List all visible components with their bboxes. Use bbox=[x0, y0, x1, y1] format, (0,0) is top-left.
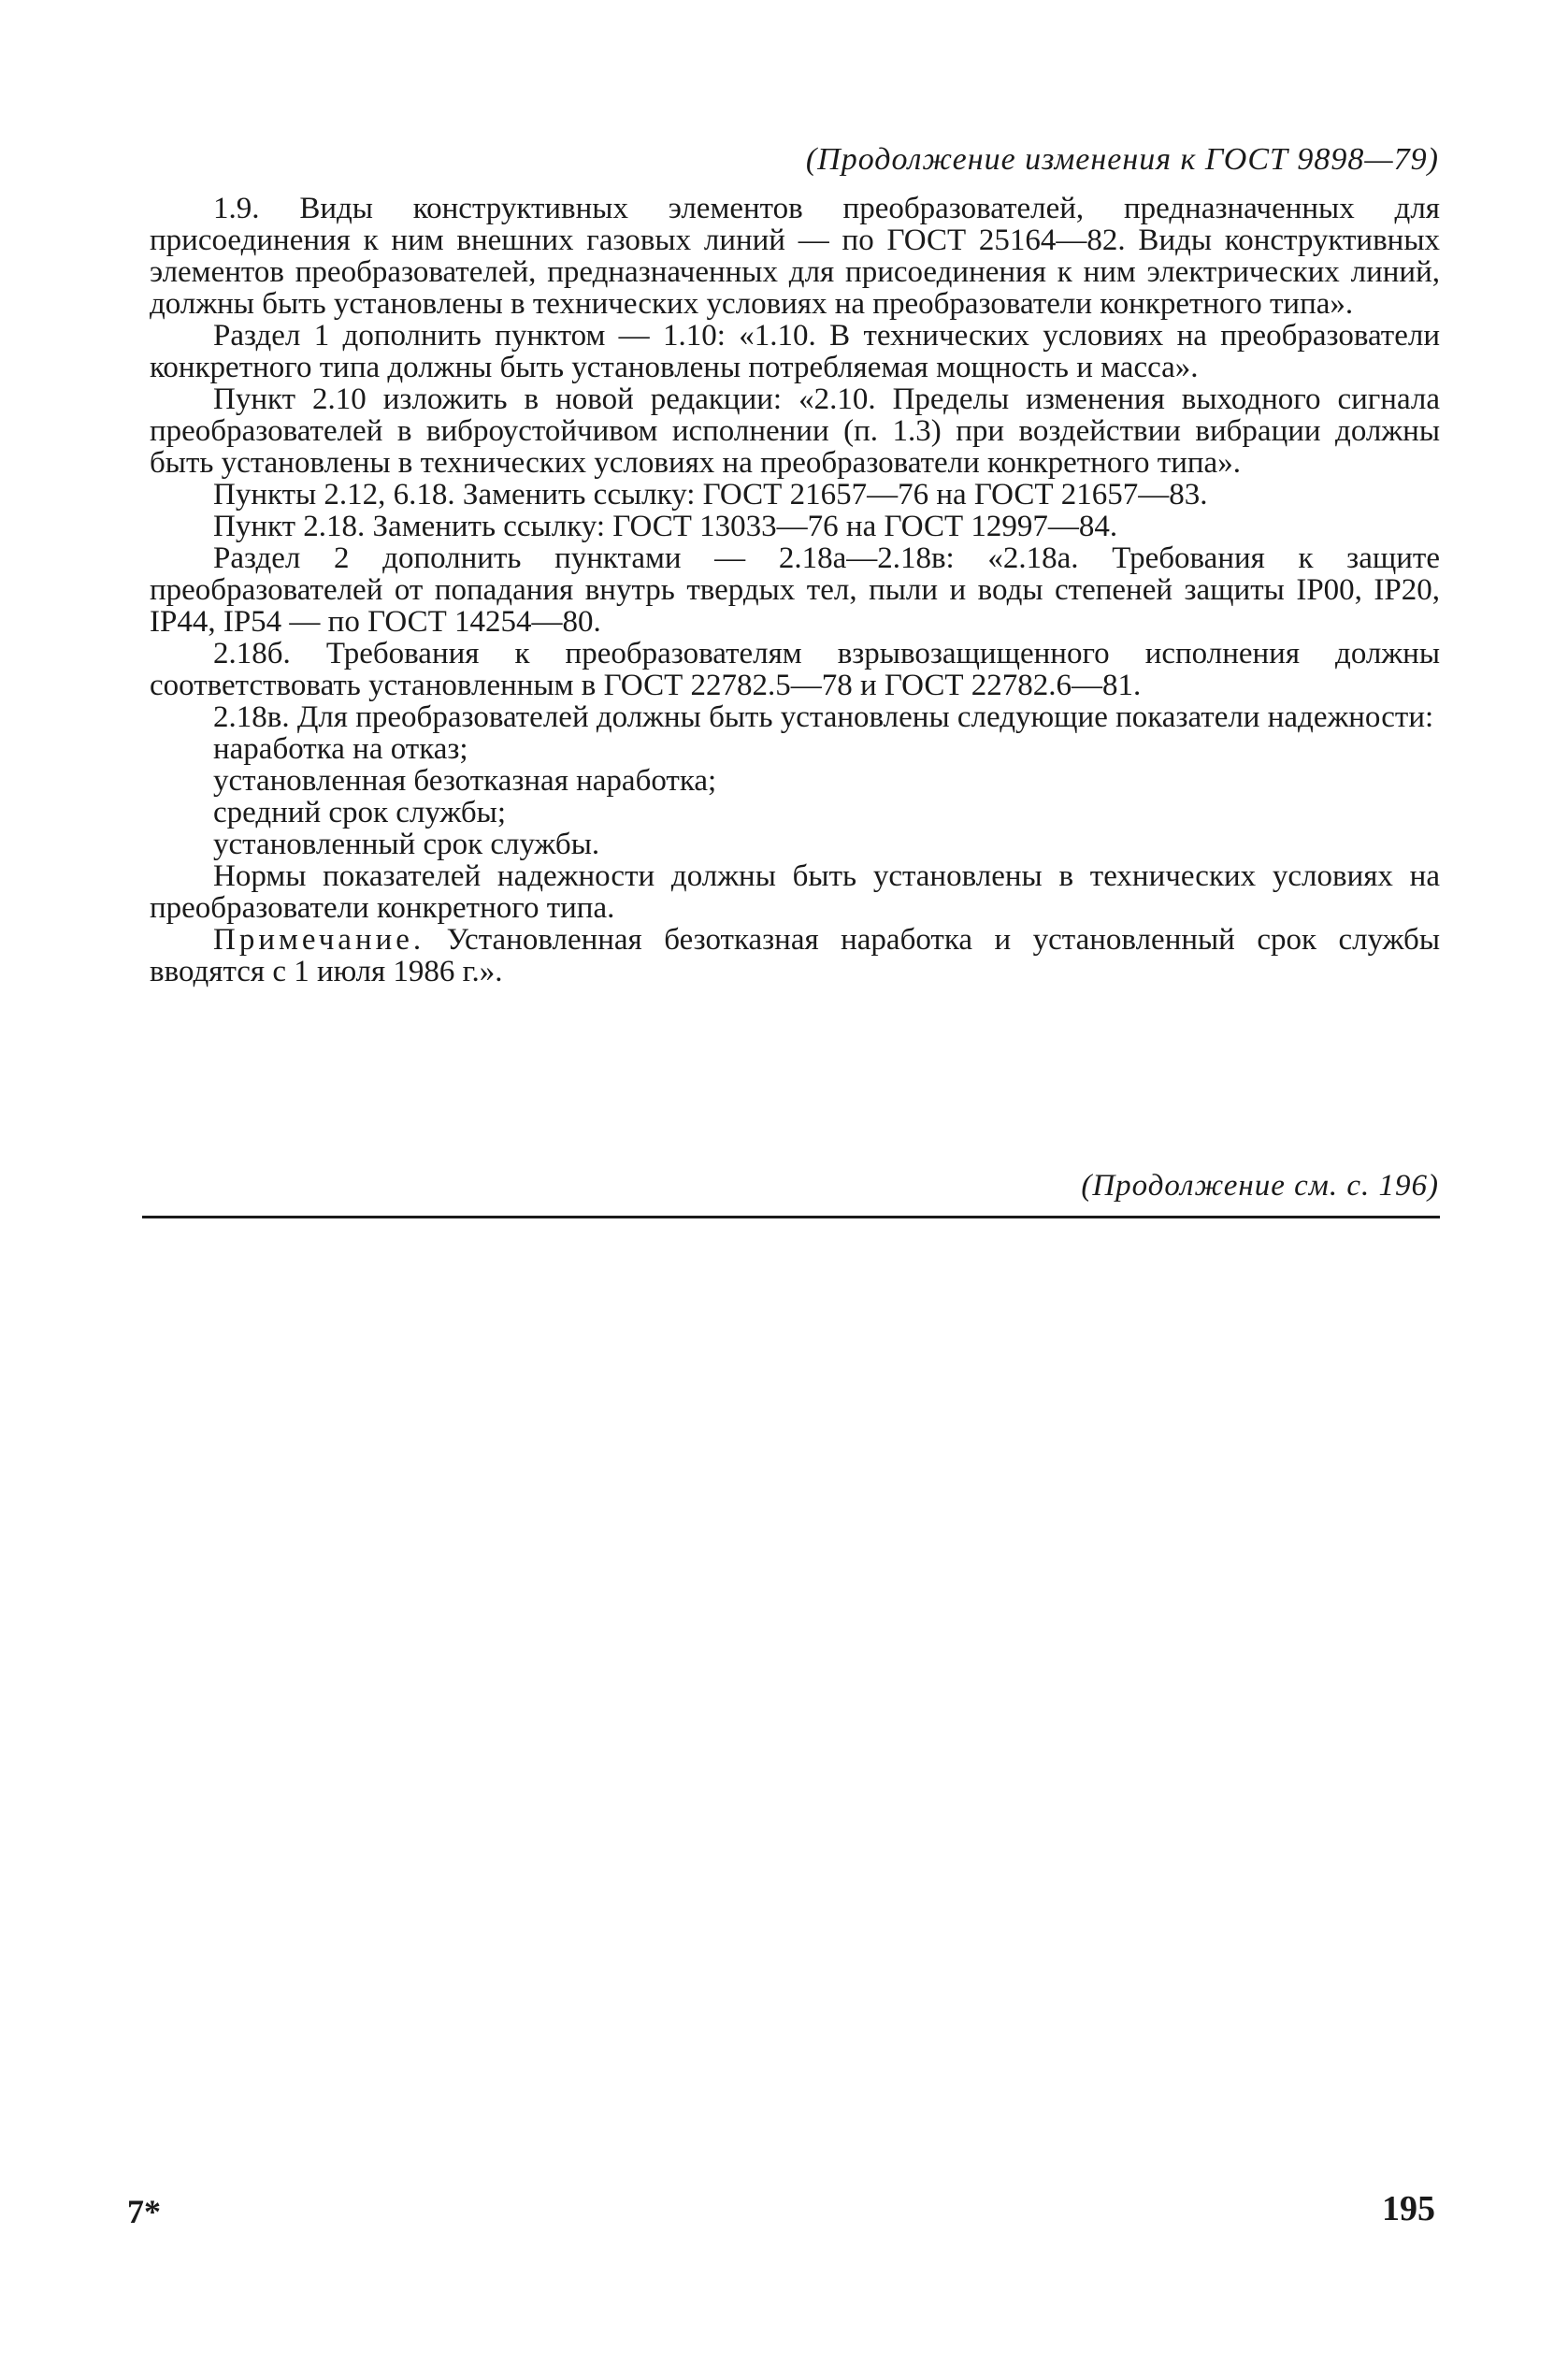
note-paragraph bbox=[150, 924, 1440, 987]
note-text: Установленная безотказная наработка и установленный срок службы вводятся с 1 июля 1986 г.». bbox=[150, 923, 1440, 988]
paragraph-2-12: Пункты 2.12, 6.18. Заменить ссылку: ГОСТ 21657—76 на ГОСТ 21657—83. bbox=[213, 478, 1208, 512]
horizontal-rule bbox=[142, 1216, 1440, 1218]
page-number: 195 bbox=[1382, 2189, 1435, 2228]
sheet-mark: 7* bbox=[127, 2193, 161, 2230]
paragraph-1-9: 1.9. Виды конструктивных элементов преобразователей, предназначенных для присоединения к ним внешних газовых линий — по ГОСТ 25164—82. Виды конструктивных элементов преобразователей, предназначенных для присоединения к ним электрических линий, должны быть установлены в технических условиях на преобразователи конкретного типа». bbox=[150, 192, 1440, 321]
list-item: установленная безотказная наработка; bbox=[213, 764, 717, 798]
paragraph-norms: Нормы показателей надежности должны быть установлены в технических условиях на преобразователи конкретного типа. bbox=[150, 859, 1440, 925]
paragraph-2-18: Пункт 2.18. Заменить ссылку: ГОСТ 13033—76 на ГОСТ 12997—84. bbox=[213, 510, 1118, 543]
continuation-footer: (Продолжение см. с. 196) bbox=[1081, 1169, 1439, 1203]
paragraph-section-2: Раздел 2 дополнить пунктами — 2.18а—2.18в: «2.18а. Требования к защите преобразователей от попадания внутрь твердых тел, пыли и воды степеней защиты IP00, IP20, IP44, IP54 — по ГОСТ 14254—80. bbox=[150, 541, 1440, 639]
document-body bbox=[150, 193, 1440, 987]
list-item: установленный срок службы. bbox=[213, 828, 600, 861]
paragraph-2-10: Пункт 2.10 изложить в новой редакции: «2.10. Пределы изменения выходного сигнала преобразователей в виброустойчивом исполнении (п. 1.3) при воздействии вибрации должны быть установлены в технических условиях на преобразователи конкретного типа». bbox=[150, 382, 1440, 480]
paragraph-section-1: Раздел 1 дополнить пунктом — 1.10: «1.10. В технических условиях на преобразователи конкретного типа должны быть установлены потребляемая мощность и масса». bbox=[150, 319, 1440, 384]
note-label: Примечание. bbox=[213, 923, 425, 957]
list-item: средний срок службы; bbox=[213, 796, 506, 829]
list-item: наработка на отказ; bbox=[213, 732, 468, 766]
continuation-header: (Продолжение изменения к ГОСТ 9898—79) bbox=[805, 142, 1439, 177]
paragraph-2-18b: 2.18б. Требования к преобразователям взрывозащищенного исполнения должны соответствовать установленным в ГОСТ 22782.5—78 и ГОСТ 22782.6—81. bbox=[150, 637, 1440, 702]
paragraph-2-18v: 2.18в. Для преобразователей должны быть установлены следующие показатели надежности: bbox=[213, 700, 1434, 734]
